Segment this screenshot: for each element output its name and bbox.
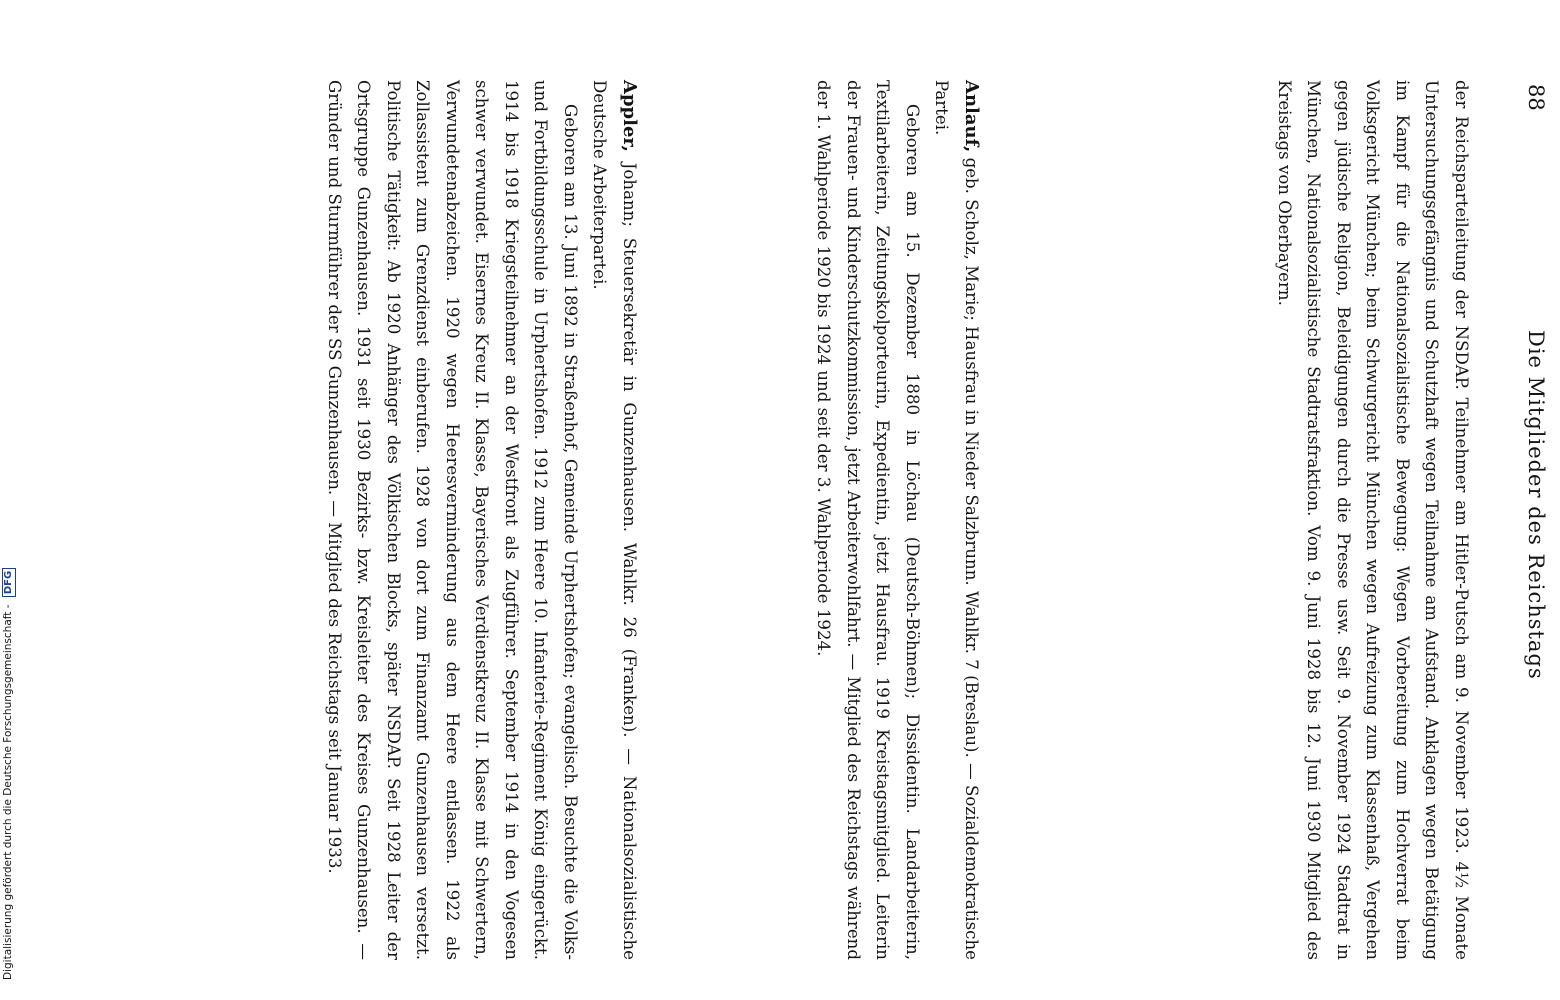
entry-appler	[320, 80, 645, 960]
entry-anlauf-body: Geboren am 15. Dezember 1880 in Löchau (Deutsch-Böhmen); Dissidentin. Landarbeiterin, Textilarbeiterin, Zeitungskolporteurin, Expedientin, jetzt Hausfrau. 1919 Kreistagsmitglied. Leiterin der Frauen- und Kinderschutzkommission, jetzt Arbeiterwohlfahrt. — Mitglied des Reichstags während der 1. Wahlperiode 1920 bis 1924 und seit der 3. Wahlperiode 1924.	[814, 80, 922, 960]
entry-appler-name: Appler,	[619, 80, 640, 152]
entry-continuation	[1270, 80, 1477, 960]
digitization-credit-text: Digitalisierung gefördert durch die Deutsche Forschungsgemeinschaft -	[2, 604, 14, 980]
dfg-logo-icon: DFG	[2, 568, 16, 597]
entry-anlauf-header-rest: geb. Scholz, Marie; Hausfrau in Nieder Salzbrunn. Wahlkr. 7 (Breslau). — Sozialdemokratische Partei.	[932, 80, 981, 960]
entry-continuation-text: der Reichsparteileitung der NSDAP. Teilnehmer am Hitler-Putsch am 9. November 1923. 4½ Monate Untersuchungsgefängnis und Schutzhaft wegen Teilnahme am Aufstand. Anklagen wegen Betätigung im Kampf für die Nationalsozialistische Bewegung: Wegen Vorbereitung zum Hochverrat beim Volksgericht München; beim Schwurgericht München wegen Aufreizung zum Klassenhaß, Vergehen gegen jüdische Religion, Beleidigungen durch die Presse usw. Seit 9. November 1924 Stadtrat in München, Nationalsozialistische Stadtratsfraktion. Vom 9. Juni 1928 bis 12. Juni 1930 Mitglied des Kreistags von Oberbayern.	[1275, 80, 1471, 960]
running-head: Die Mitglieder des Reichstags	[1524, 330, 1548, 680]
entry-anlauf	[809, 80, 986, 960]
entry-appler-body: Geboren am 13. Juni 1892 in Straßenhof, Gemeinde Urphertshofen; evangelisch. Besuchte die Volks- und Fortbildungsschule in Urphertshofen. 1912 zum Heere 10. Infanterie-Regiment König eingerückt. 1914 bis 1918 Kriegsteilnehmer an der Westfront als Zugführer. September 1914 in den Vogesen schwer verwundet. Eisernes Kreuz II. Klasse, Bayerisches Verdienstkreuz II. Klasse mit Schwertern, Verwundetenabzeichen. 1920 wegen Heeresverminderung aus dem Heere entlassen. 1922 als Zollassistent zum Grenzdienst einberufen. 1928 von dort zum Finanzamt Gunzenhausen versetzt. Politische Tätigkeit: Ab 1920 Anhänger des Völkischen Blocks, später NSDAP. Seit 1928 Leiter der Ortsgruppe Gunzenhausen. 1931 seit 1930 Bezirks- bzw. Kreisleiter des Kreises Gunzenhausen. — Gründer und Sturmführer der SS Gunzenhausen. — Mitglied des Reichstags seit Januar 1933.	[325, 80, 580, 960]
entry-anlauf-header	[927, 80, 986, 960]
entry-appler-header-rest: Johann; Steuersekretär in Gunzenhausen. Wahlkr. 26 (Franken). — Nationalsozialistische Deutsche Arbeiterpartei.	[590, 80, 639, 960]
entry-appler-header	[585, 80, 644, 960]
entry-anlauf-name: Anlauf,	[961, 80, 982, 153]
page-number: 88	[1524, 84, 1548, 111]
digitization-credit	[0, 0, 16, 1000]
